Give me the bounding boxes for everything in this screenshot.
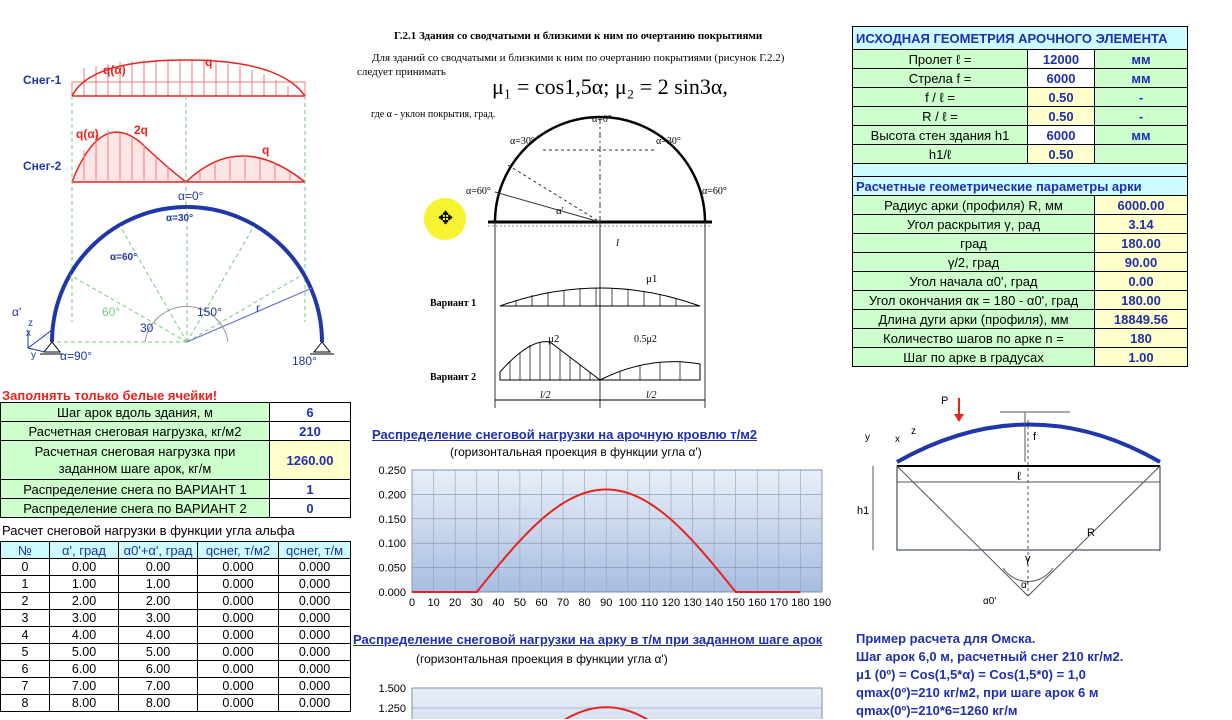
params-row — [853, 272, 1188, 291]
norm-arch-diagram — [420, 110, 750, 415]
chart2-title: Распределение снеговой нагрузки на арку в т/м при заданном шаге арок — [353, 632, 823, 647]
arch-geometry-diagram — [855, 392, 1175, 620]
calc-cell: 0.000 — [198, 559, 279, 576]
params-label: Угол окончания αк = 180 - α0', град — [853, 291, 1095, 310]
calc-row — [1, 661, 351, 678]
alpha0-label: α=0° — [178, 189, 204, 203]
r-gamma: γ — [1025, 553, 1031, 565]
calc-cell: 0.00 — [119, 559, 198, 576]
q-alpha-label: q(α) — [103, 63, 126, 77]
params-value: 6000.00 — [1095, 196, 1188, 215]
calc-cell: 7.00 — [119, 678, 198, 695]
x-tick-label: 60 — [535, 597, 548, 609]
calc-cell: 0.000 — [279, 559, 351, 576]
calc-row — [1, 695, 351, 712]
n-a30l: α=30° — [510, 136, 535, 147]
calc-row — [1, 644, 351, 661]
col-header: № — [1, 542, 50, 559]
arch-step-input[interactable]: 6 — [270, 403, 351, 422]
x-tick-label: 40 — [492, 597, 505, 609]
calc-cell: 0.000 — [279, 678, 351, 695]
params-row — [853, 348, 1188, 367]
geometry-row — [853, 107, 1188, 126]
r-label: r — [256, 301, 260, 315]
chart1-subtitle: (горизонтальная проекция в функции угла α') — [450, 445, 702, 459]
params-label: Угол раскрытия γ, рад — [853, 215, 1095, 234]
snow1-label: Снег-1 — [23, 73, 62, 87]
spacer-cell — [853, 164, 1188, 177]
geometry-unit — [1095, 145, 1188, 164]
calc-cell: 1.00 — [119, 576, 198, 593]
axis-x: x — [26, 328, 31, 339]
calc-header-row — [1, 542, 351, 559]
calc-cell: 0.000 — [279, 610, 351, 627]
norm-text-1: Для зданий со сводчатыми и близкими к ним по очертанию покрытиями (рисунок Г.2.2) — [372, 52, 785, 64]
geometry-value-input[interactable]: 12000 — [1028, 50, 1095, 69]
col-header: qснег, т/м — [279, 542, 351, 559]
params-label: град — [853, 234, 1095, 253]
params-value: 18849.56 — [1095, 310, 1188, 329]
geometry-row — [853, 145, 1188, 164]
calc-cell: 4.00 — [50, 627, 119, 644]
params-label: Радиус арки (профиля) R, мм — [853, 196, 1095, 215]
norm-where: где α - уклон покрытия, град. — [371, 109, 496, 120]
n-mu1: μ1 — [646, 273, 658, 285]
n-half-l-2: l/2 — [646, 390, 657, 401]
r-R: R — [1087, 527, 1095, 539]
geometry-label: Стрела f = — [853, 69, 1028, 88]
x-tick-label: 160 — [748, 597, 767, 609]
n-a60r: α=60° — [702, 186, 727, 197]
calc-cell: 3 — [1, 610, 50, 627]
params-label: Угол начала α0', град — [853, 272, 1095, 291]
calc-cell: 0.000 — [279, 627, 351, 644]
calc-cell: 0.000 — [279, 576, 351, 593]
cursor-icon: ✥ — [438, 208, 454, 228]
calc-cell: 2.00 — [119, 593, 198, 610]
n-variant1: Вариант 1 — [430, 298, 477, 309]
geometry-label: h1/ℓ — [853, 145, 1028, 164]
snow-load-chart-2 — [355, 676, 835, 719]
x-tick-label: 120 — [661, 597, 681, 609]
geometry-unit: мм — [1095, 69, 1188, 88]
norm-formula: μ₁ = cos1,5α; μ₂ = 2 sin3α, — [492, 74, 728, 99]
params-label: γ/2, град — [853, 253, 1095, 272]
r-y: y — [865, 432, 870, 443]
input-label: Распределение снега по ВАРИАНТ 2 — [1, 499, 270, 518]
input-row — [1, 480, 351, 499]
calc-row — [1, 593, 351, 610]
calc-cell: 0.000 — [279, 695, 351, 712]
y-tick-label: 0.100 — [378, 538, 406, 551]
y-tick-label: 0.050 — [378, 562, 406, 575]
alpha30-label: α=30° — [166, 213, 194, 224]
input-row — [1, 499, 351, 518]
calc-cell: 0.000 — [198, 661, 279, 678]
x-tick-label: 100 — [618, 597, 637, 609]
example-line: qmax(0º)=210*6=1260 кг/м — [856, 703, 1018, 718]
calc-cell: 7.00 — [50, 678, 119, 695]
col-header: qснег, т/м2 — [198, 542, 279, 559]
inputs-table — [0, 402, 351, 518]
y-tick-label: 0.150 — [378, 513, 406, 526]
calc-cell: 8.00 — [119, 695, 198, 712]
geometry-label: Пролет ℓ = — [853, 50, 1028, 69]
calc-cell: 3.00 — [50, 610, 119, 627]
calc-cell: 0.000 — [279, 593, 351, 610]
geometry-row — [853, 88, 1188, 107]
x-tick-label: 0 — [408, 597, 416, 609]
calc-cell: 0.000 — [279, 644, 351, 661]
calc-cell: 0 — [1, 559, 50, 576]
x-tick-label: 170 — [769, 597, 789, 609]
y-tick-label: 0.250 — [378, 465, 406, 477]
calc-cell: 2 — [1, 593, 50, 610]
alpha-prime-label: α' — [12, 305, 22, 319]
params-label: Количество шагов по арке n = — [853, 329, 1095, 348]
calc-cell: 7 — [1, 678, 50, 695]
geometry-row — [853, 69, 1188, 88]
r-P: P — [941, 395, 949, 407]
input-note: Заполнять только белые ячейки! — [2, 388, 218, 403]
geometry-value-input[interactable]: 6000 — [1028, 69, 1095, 88]
col-header: α0'+α', град — [119, 542, 198, 559]
calc-cell: 3.00 — [119, 610, 198, 627]
x-tick-label: 50 — [513, 597, 527, 609]
x-tick-label: 70 — [556, 597, 570, 609]
r-x: x — [895, 434, 900, 445]
x-tick-label: 90 — [600, 597, 613, 609]
input-label: Распределение снега по ВАРИАНТ 1 — [1, 480, 270, 499]
x-tick-label: 140 — [704, 597, 724, 609]
params-value: 3.14 — [1095, 215, 1188, 234]
geometry-title-row — [853, 27, 1188, 50]
geometry-table — [852, 26, 1188, 367]
calc-cell: 6 — [1, 661, 50, 678]
geometry-value-input[interactable]: 6000 — [1028, 126, 1095, 145]
calc-cell: 0.00 — [50, 559, 119, 576]
params-value: 180.00 — [1095, 291, 1188, 310]
x-tick-label: 150 — [726, 597, 745, 609]
input-row — [1, 422, 351, 441]
input-label: Расчетная снеговая нагрузка, кг/м2 — [1, 422, 270, 441]
arch-snow-diagram — [0, 30, 350, 375]
x-tick-label: 110 — [640, 597, 659, 609]
y-tick-label: 0.000 — [378, 587, 406, 599]
variant1-input[interactable]: 1 — [270, 480, 351, 499]
alpha60-label: α=60° — [110, 252, 138, 263]
x-tick-label: 20 — [449, 597, 462, 609]
r-h1: h1 — [857, 505, 870, 517]
params-row — [853, 196, 1188, 215]
params-title: Расчетные геометрические параметры арки — [853, 177, 1188, 196]
n-l: l — [616, 237, 620, 249]
n-a60l: α=60° — [466, 186, 491, 197]
deg150-label: 150° — [197, 305, 222, 319]
calc-cell: 1.00 — [50, 576, 119, 593]
input-label: Расчетная снеговая нагрузка при заданном шаге арок, кг/м — [1, 441, 270, 480]
calc-cell: 5.00 — [119, 644, 198, 661]
calc-row — [1, 559, 351, 576]
norm-text-2: следует принимать — [357, 66, 446, 78]
geometry-value: 0.50 — [1028, 88, 1095, 107]
calc-cell: 0.000 — [198, 644, 279, 661]
params-row — [853, 310, 1188, 329]
calc-cell: 6.00 — [50, 661, 119, 678]
r-f: f — [1033, 431, 1037, 443]
x-tick-label: 30 — [470, 597, 483, 609]
plot-area — [412, 470, 822, 592]
deg60-label: 60° — [102, 305, 121, 319]
geometry-label: Высота стен здания h1 — [853, 126, 1028, 145]
x-tick-label: 190 — [812, 597, 832, 609]
example-line: μ1 (0º) = Cos(1,5*α) = Cos(1,5*0) = 1,0 — [856, 667, 1086, 682]
example-line: qmax(0º)=210 кг/м2, при шаге арок 6 м — [856, 685, 1099, 700]
params-title-row — [853, 177, 1188, 196]
params-row — [853, 329, 1188, 348]
params-value: 180.00 — [1095, 234, 1188, 253]
example-block — [856, 630, 1123, 720]
chart1-title: Распределение снеговой нагрузки на арочную кровлю т/м2 — [372, 427, 758, 442]
calc-cell: 2.00 — [50, 593, 119, 610]
calc-cell: 0.000 — [279, 661, 351, 678]
params-label: Шаг по арке в градусах — [853, 348, 1095, 367]
input-row — [1, 403, 351, 422]
calc-cell: 6.00 — [119, 661, 198, 678]
q-alpha-label-2: q(α) — [76, 127, 99, 141]
snow-load-input[interactable]: 210 — [270, 422, 351, 441]
calc-cell: 1 — [1, 576, 50, 593]
calc-cell: 5 — [1, 644, 50, 661]
norm-title: Г.2.1 Здания со сводчатыми и близкими к ним по очертанию покрытиями — [394, 30, 763, 42]
col-header: α', град — [50, 542, 119, 559]
n-a30r: α=30° — [656, 136, 681, 147]
n-half-mu2: 0.5μ2 — [634, 334, 657, 345]
input-row — [1, 441, 351, 480]
params-row — [853, 291, 1188, 310]
alpha90-label: α=90° — [60, 349, 93, 363]
n-half-l-1: l/2 — [540, 390, 551, 401]
deg30-label: 30 — [140, 321, 154, 335]
calc-cell: 0.000 — [198, 593, 279, 610]
r-z: z — [911, 426, 916, 437]
calc-cell: 4 — [1, 627, 50, 644]
geometry-label: f / ℓ = — [853, 88, 1028, 107]
y-tick-label: 1.500 — [378, 683, 406, 695]
calc-cell: 4.00 — [119, 627, 198, 644]
r-a0prime: α0' — [983, 596, 997, 607]
calc-cell: 5.00 — [50, 644, 119, 661]
n-variant2: Вариант 2 — [430, 372, 477, 383]
calc-row — [1, 610, 351, 627]
params-row — [853, 253, 1188, 272]
n-mu2: μ2 — [548, 333, 560, 345]
params-value: 90.00 — [1095, 253, 1188, 272]
geometry-value: 0.50 — [1028, 145, 1095, 164]
r-aprime: α' — [1021, 580, 1029, 591]
geometry-row — [853, 50, 1188, 69]
2q-label: 2q — [134, 123, 149, 137]
n-aprime: α' — [556, 205, 564, 217]
calc-cell: 0.000 — [198, 678, 279, 695]
geometry-unit: мм — [1095, 126, 1188, 145]
axis-y: y — [31, 350, 36, 361]
variant2-input[interactable]: 0 — [270, 499, 351, 518]
geometry-spacer — [853, 164, 1188, 177]
calc-cell: 0.000 — [198, 627, 279, 644]
params-label: Длина дуги арки (профиля), мм — [853, 310, 1095, 329]
example-line: Шаг арок 6,0 м, расчетный снег 210 кг/м2. — [856, 649, 1124, 664]
params-value: 0.00 — [1095, 272, 1188, 291]
x-tick-label: 10 — [427, 597, 440, 609]
calc-cell: 8.00 — [50, 695, 119, 712]
calc-cell: 0.000 — [198, 610, 279, 627]
calc-cell: 0.000 — [198, 695, 279, 712]
y-tick-label: 0.200 — [378, 489, 406, 502]
y-tick-label: 1.250 — [378, 703, 406, 715]
q-label: q — [205, 55, 213, 69]
x-tick-label: 130 — [683, 597, 702, 609]
x-tick-label: 180 — [791, 597, 810, 609]
geometry-row — [853, 126, 1188, 145]
snow-load-chart-1 — [355, 462, 835, 622]
chart2-subtitle: (горизонтальная проекция в функции угла α') — [416, 652, 668, 666]
calc-row — [1, 678, 351, 695]
example-line: Пример расчета для Омска. — [856, 631, 1036, 646]
axis-z: z — [28, 318, 33, 329]
snow-load-per-arch-value: 1260.00 — [270, 441, 351, 480]
calc-cell: 0.000 — [198, 576, 279, 593]
calc-cell: 8 — [1, 695, 50, 712]
calc-title: Расчет снеговой нагрузки в функции угла альфа — [2, 523, 295, 538]
input-label: Шаг арок вдоль здания, м — [1, 403, 270, 422]
geometry-unit: мм — [1095, 50, 1188, 69]
r-l: ℓ — [1017, 469, 1021, 483]
geometry-title: ИСХОДНАЯ ГЕОМЕТРИЯ АРОЧНОГО ЭЛЕМЕНТА — [853, 27, 1188, 50]
params-value: 1.00 — [1095, 348, 1188, 367]
q-label-2: q — [262, 143, 270, 157]
geometry-unit: - — [1095, 107, 1188, 126]
params-row — [853, 215, 1188, 234]
n-a0: α=0° — [592, 114, 612, 125]
x-tick-label: 80 — [578, 597, 591, 609]
geometry-unit: - — [1095, 88, 1188, 107]
deg180-label: 180° — [292, 354, 317, 368]
calc-row — [1, 576, 351, 593]
calc-table — [0, 541, 351, 712]
params-row — [853, 234, 1188, 253]
geometry-value: 0.50 — [1028, 107, 1095, 126]
calc-row — [1, 627, 351, 644]
params-value: 180 — [1095, 329, 1188, 348]
snow2-label: Снег-2 — [23, 159, 62, 173]
geometry-label: R / ℓ = — [853, 107, 1028, 126]
plot-area — [412, 688, 822, 719]
